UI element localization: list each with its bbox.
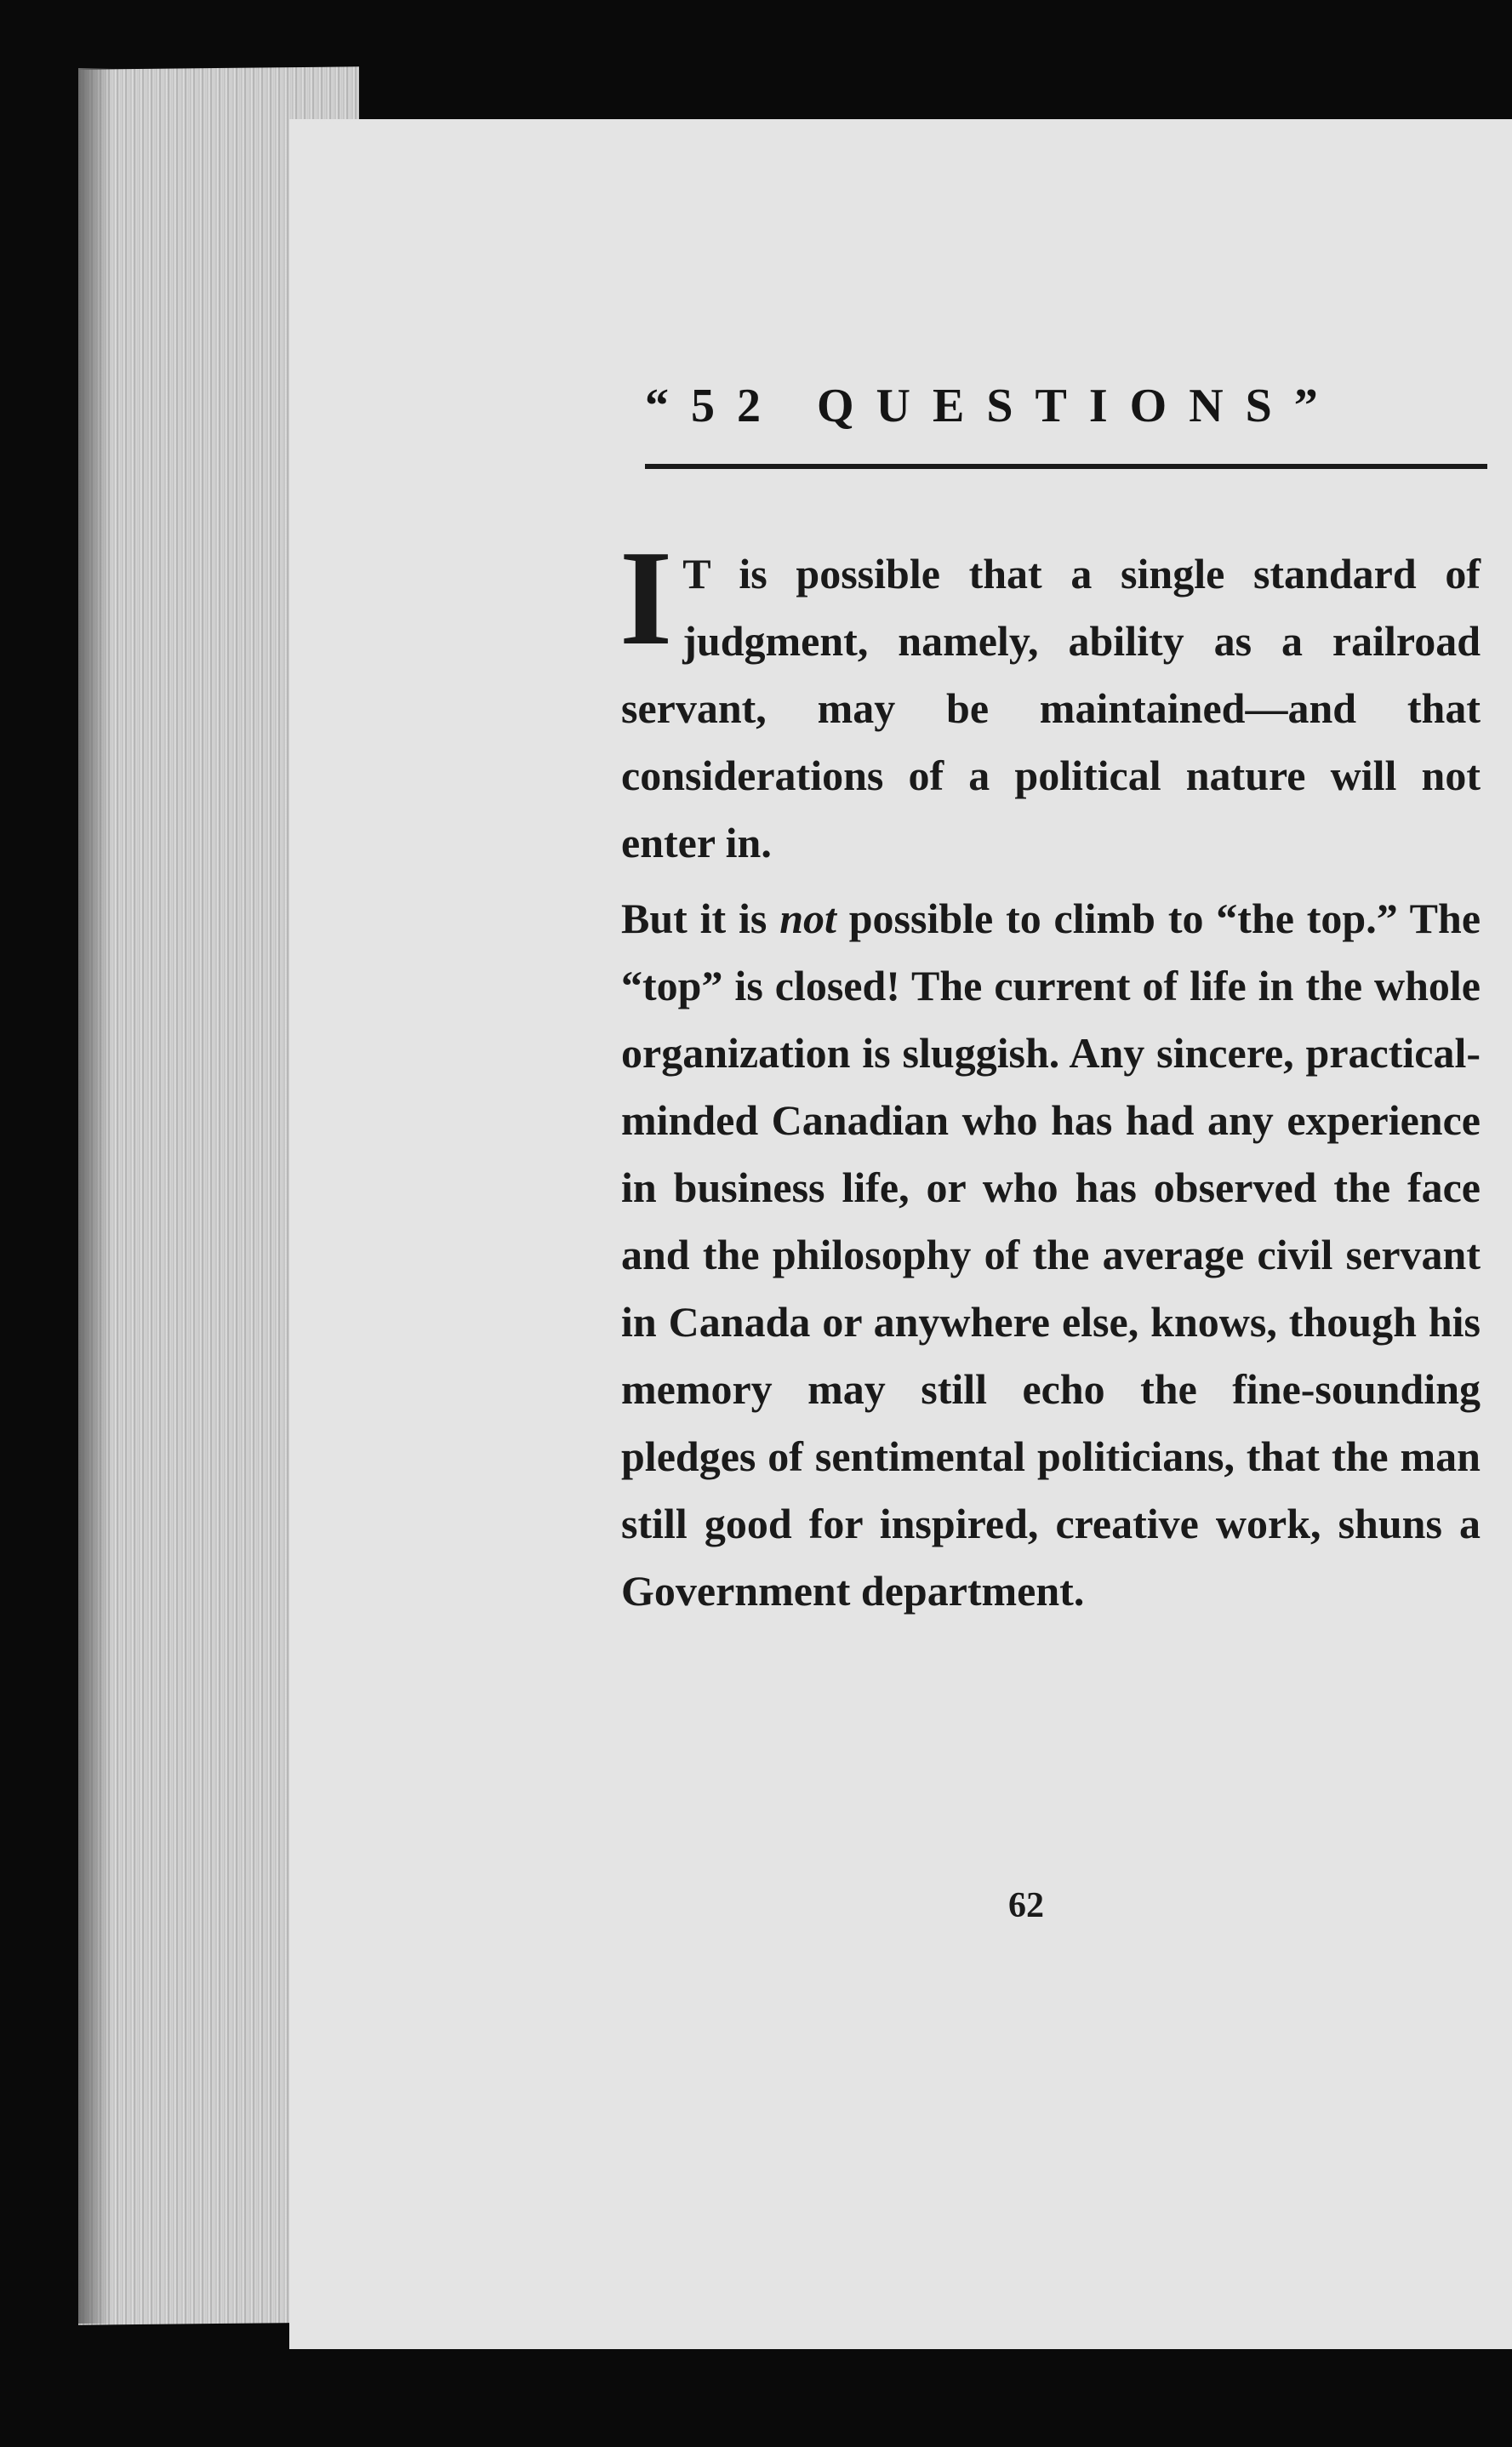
drop-cap: I: [619, 522, 673, 673]
paragraph-2-lead: But it is: [621, 895, 780, 942]
body-text: [619, 522, 1481, 1625]
paragraph-1-text: T is possible that a single standard of judgment, namely, ability as a railroad servant, may be maintained—and that considerations of a political nature will not enter in.: [621, 550, 1481, 866]
paragraph-2-rest: possible to climb to “the top.” The “top” is closed! The current of life in the whole organization is sluggish. Any sincere, practical-minded Canadian who has had any experience in business life, or who has observed the face and the philosophy of the average civil servant in Canada or anywhere else, knows, though his memory may still echo the fine-sounding pledges of sentimental politicians, that the man still good for inspired, creative work, shuns a Government department.: [621, 895, 1481, 1615]
running-head: “52 QUESTIONS”: [645, 380, 1340, 432]
paragraph-2: [621, 885, 1481, 1625]
page-number: 62: [1008, 1886, 1044, 1925]
emphasis-not: not: [779, 895, 836, 942]
header-rule: [645, 464, 1487, 469]
page-stack-shadow: [78, 68, 112, 2324]
paragraph-1: [619, 522, 1481, 877]
